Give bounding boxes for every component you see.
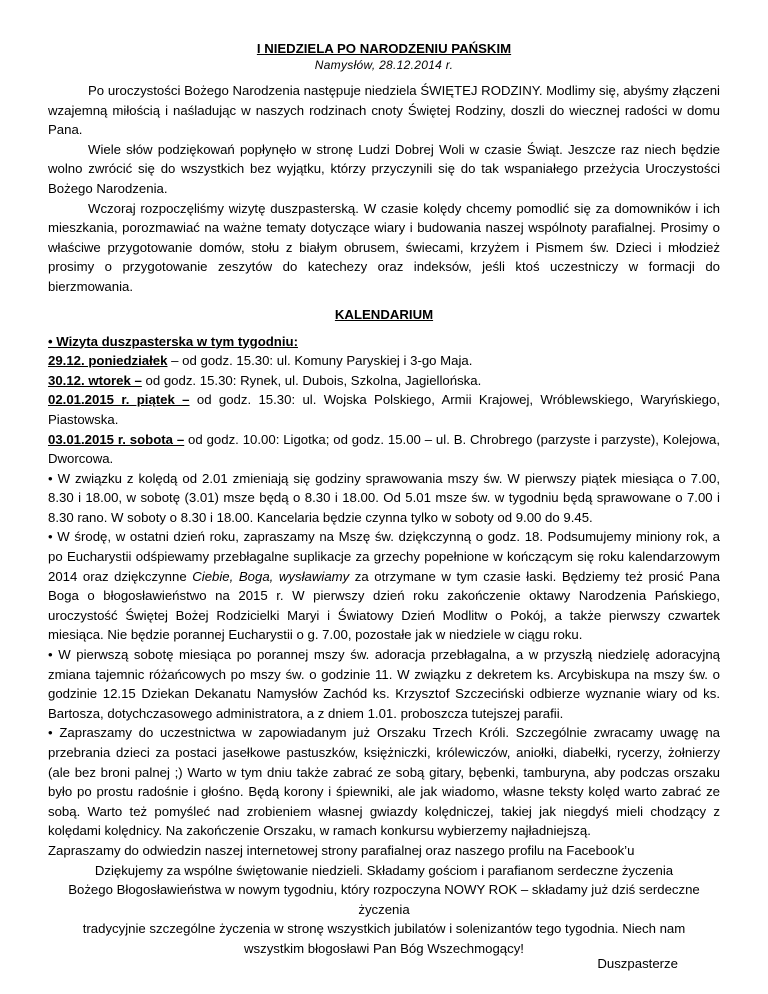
visit-text: od godz. 15.30: ul. Wojska Polskiego, Armii Krajowej, Wróblewskiego, Waryńskiego, Piastowska. — [48, 392, 721, 427]
intro-paragraph-1: Po uroczystości Bożego Narodzenia następuje niedziela ŚWIĘTEJ RODZINY. Modlimy się, abyśmy złączeni wzajemną miłością i naśladując w naszych rodzinach cnoty Świętej Rodziny, doszli do wiecznej radości w domu Pana. — [48, 83, 720, 138]
closing-line: życzenia — [358, 901, 410, 917]
closing-line: Dziękujemy za wspólne świętowanie niedzieli. Składamy gościom i parafianom serdeczne życzenia — [94, 862, 674, 878]
closing-line: Bożego Błogosławieństwa w nowym tygodniu, który rozpoczyna NOWY ROK – składamy już dziś serdeczne — [68, 882, 700, 898]
visit-date: 30.12. wtorek – — [48, 372, 142, 388]
notice-mass-times: • W związku z kolędą od 2.01 zmieniają się godziny sprawowania mszy św. W pierwszy piątek miesiąca o 7.00, 8.30 i 18.00, w sobotę (3.01) msze będą o 8.30 i 18.00. Od 5.01 msze św. w tygodniu będą sprawowane o 7.00 i 8.30 rano. W soboty o 8.30 i 18.00. Kancelaria będzie czynna tylko w soboty od 9.00 do 9.45. — [48, 470, 720, 525]
page-title: I NIEDZIELA PO NARODZENIU PAŃSKIM — [256, 41, 512, 56]
notice-new-year — [48, 527, 720, 645]
notice-text: za otrzymane w tym czasie łaski. Będziemy też prosić Pana Boga o błogosławieństwo na 2015 r. W pierwszy dzień roku zakończenie oktawy Narodzenia Pańskiego, uroczystość Świętej Bożej Rodzicielki Maryi i Światowy Dzień Modlitw o Pokój, a także pierwszy czwartek miesiąca. Nie będzie porannej Eucharystii o g. 7.00, pozostałe jak w niedziele w ciągu roku. — [48, 568, 720, 643]
visit-text: od godz. 15.30: Rynek, ul. Dubois, Szkolna, Jagiellońska. — [141, 372, 482, 388]
notice-first-saturday: • W pierwszą sobotę miesiąca po porannej mszy św. adoracja przebłagalna, a w przyszłą niedzielę adoracyjną zmiana tajemnic różańcowych po mszy św. o godzinie 11. W związku z dekretem ks. Arcybiskupa na mszy św. o godzinie 12.15 Dziekan Dekanatu Namysłów Zachód ks. Krzysztof Szczeciński odbierze wyznanie wiary od ks. Bartosza, dotychczasowego administratora, a z dniem 1.01. proboszcza tutejszej parafii. — [48, 647, 720, 721]
visit-item — [48, 351, 720, 371]
calendar-heading: KALENDARIUM — [334, 306, 434, 322]
signature: Duszpasterze — [597, 956, 678, 971]
visit-item — [48, 390, 720, 429]
visit-date: 03.01.2015 r. sobota – — [48, 431, 185, 447]
closing-line: wszystkim błogosławi Pan Bóg Wszechmogący! — [244, 940, 524, 956]
place-date: Namysłów, 28.12.2014 r. — [314, 58, 454, 72]
closing-wishes — [48, 861, 720, 959]
notice-website: Zapraszamy do odwiedzin naszej internetowej strony parafialnej oraz naszego profilu na Facebook’u — [48, 842, 635, 858]
visit-text: – od godz. 15.30: ul. Komuny Paryskiej i 3-go Maja. — [167, 353, 473, 369]
closing-line: tradycyjnie szczególne życzenia w stronę wszystkich jubilatów i solenizantów tego tygodnia. Niech nam — [82, 921, 686, 937]
hymn-title: Ciebie, Boga, wysławiamy — [192, 568, 350, 584]
intro-paragraph-2: Wiele słów podziękowań popłynęło w stronę Ludzi Dobrej Woli w czasie Świąt. Jeszcze raz niech będzie wolno zwrócić się do wszystkich bez wyjątku, którzy przyczynili się do tak wspaniałego przeżycia Uroczystości Bożego Narodzenia. — [48, 141, 720, 196]
visit-text: od godz. 10.00: Ligotka; od godz. 15.00 – ul. B. Chrobrego (parzyste i parzyste), Kolejowa, Dworcowa. — [48, 431, 720, 467]
intro-paragraph-3: Wczoraj rozpoczęliśmy wizytę duszpasterską. W czasie kolędy chcemy pomodlić się za domowników i ich mieszkania, porozmawiać na ważne tematy dotyczące wiary i budowania naszej wspólnoty parafialnej. Prosimy o właściwe przygotowanie domów, stołu z białym obrusem, świecami, krzyżem i Pismem św. Dzieci i młodzież prosimy o przygotowanie zeszytów do katechezy oraz indeksów, jeśli ktoś uczestniczy w formacji do bierzmowania. — [48, 200, 720, 294]
notice-three-kings: • Zapraszamy do uczestnictwa w zapowiadanym już Orszaku Trzech Króli. Szczególnie zwracamy uwagę na przebrania dzieci za postaci jasełkowe pastuszków, księżniczki, królewiczów, aniołki, diabełki, rycerzy, żołnierzy (ale bez broni palnej ;) Warto w tym dniu także zabrać ze sobą gitary, bębenki, tamburyna, aby podczas orszaku było po prostu radośnie i głośno. Będą korony i śpiewniki, ale jak wiadomo, własne teksty kolęd warto zabrać ze sobą. Warto też pomyśleć nad zrobieniem własnej gwiazdy kolędniczej, takiej jak niegdyś mieli chodzący z kolędami kolędnicy. Na zakończenie Orszaku, w ramach konkursu wybierzemy najładniejszą. — [48, 725, 720, 839]
visit-date: 02.01.2015 r. piątek – — [48, 392, 190, 408]
visit-heading: • Wizyta duszpasterska w tym tygodniu: — [48, 333, 298, 349]
visit-date: 29.12. poniedziałek — [48, 353, 168, 369]
visit-item — [48, 371, 720, 391]
notice-text: • W środę, w ostatni dzień roku, zapraszamy na Mszę św. dziękczynną o godz. 18. Podsumujemy miniony rok, a po Eucharystii odśpiewamy przebłagalne suplikacje za grzechy popełnione w kończącym się roku kalendarzowym 2014 oraz dziękczynne — [48, 529, 720, 584]
visit-item — [48, 430, 720, 469]
